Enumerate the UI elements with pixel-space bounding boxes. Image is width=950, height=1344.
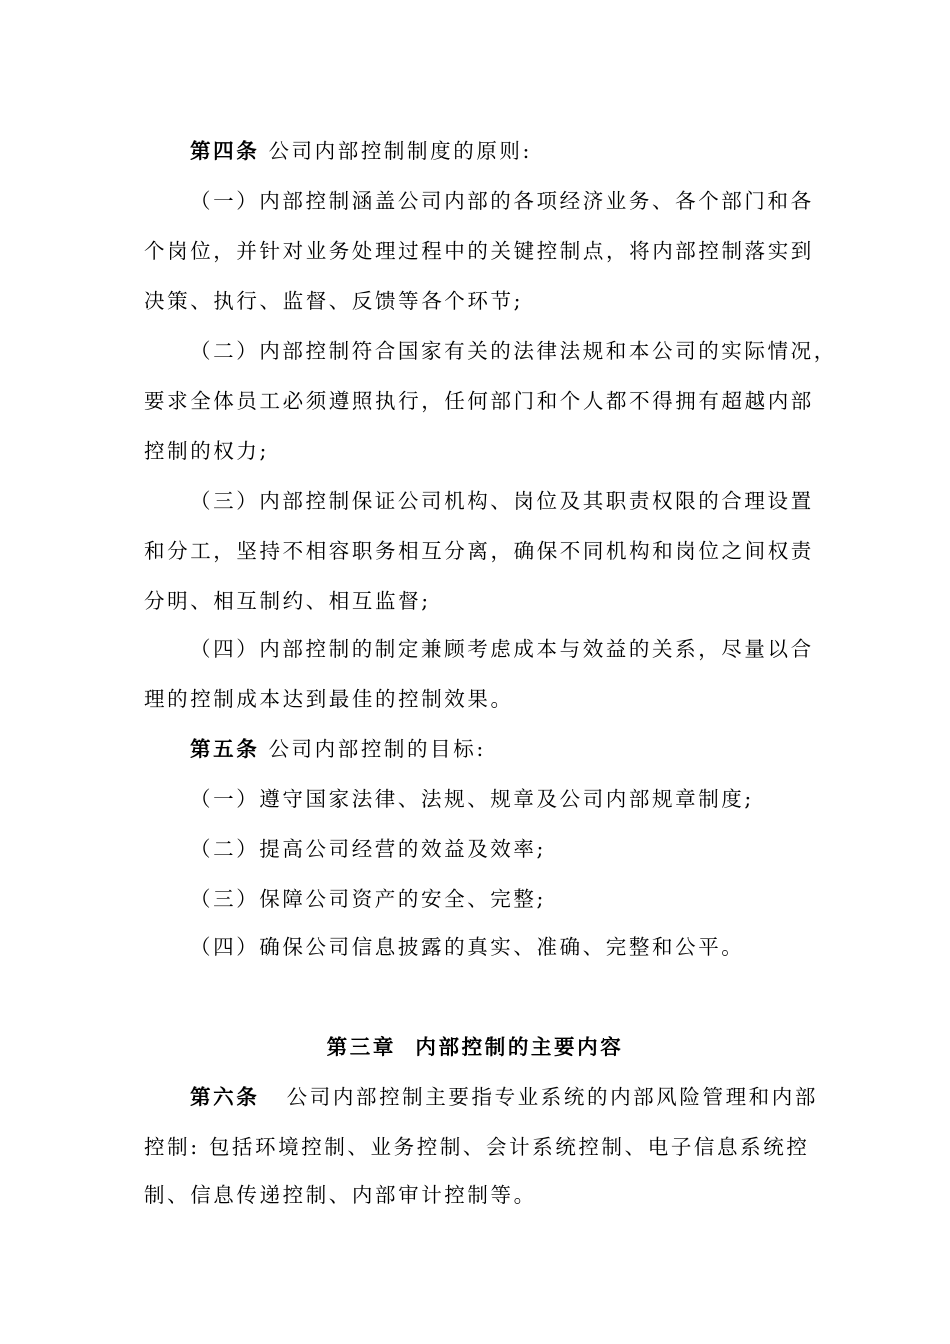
article-6-text: 公司内部控制主要指专业系统的内部风险管理和内部 xyxy=(286,1085,818,1109)
list-item: （一）遵守国家法律、法规、规章及公司内部规章制度; xyxy=(190,787,754,811)
paragraph-line: 控制的权力; xyxy=(144,439,270,463)
article-6-heading-line xyxy=(190,1082,860,1112)
article-5-intro: 公司内部控制的目标: xyxy=(268,737,486,761)
paragraph-line: 要求全体员工必须遵照执行，任何部门和个人都不得拥有超越内部 xyxy=(144,389,814,413)
paragraph-line: （四）内部控制的制定兼顾考虑成本与效益的关系，尽量以合 xyxy=(190,637,814,661)
paragraph-line: 决策、执行、监督、反馈等各个环节; xyxy=(144,289,524,313)
paragraph-line: （一）内部控制涵盖公司内部的各项经济业务、各个部门和各 xyxy=(190,189,814,213)
paragraph-line: 和分工，坚持不相容职务相互分离，确保不同机构和岗位之间权责 xyxy=(144,539,814,563)
list-item: （四）确保公司信息披露的真实、准确、完整和公平。 xyxy=(190,935,745,959)
article-4-heading-line xyxy=(190,136,860,166)
paragraph-line: 控制: 包括环境控制、业务控制、会计系统控制、电子信息系统控 xyxy=(144,1135,810,1159)
paragraph-line: 理的控制成本达到最佳的控制效果。 xyxy=(144,687,514,711)
chapter-title: 第三章 内部控制的主要内容 xyxy=(326,1035,624,1059)
list-item: （二）提高公司经营的效益及效率; xyxy=(190,837,547,861)
article-4-label: 第四条 xyxy=(190,139,260,163)
paragraph-line: （二）内部控制符合国家有关的法律法规和本公司的实际情况， xyxy=(190,339,837,363)
paragraph-line: 分明、相互制约、相互监督; xyxy=(144,589,431,613)
article-5-label: 第五条 xyxy=(190,737,260,761)
list-item: （三）保障公司资产的安全、完整; xyxy=(190,887,547,911)
paragraph-line: （三）内部控制保证公司机构、岗位及其职责权限的合理设置 xyxy=(190,489,814,513)
article-4-intro: 公司内部控制制度的原则: xyxy=(268,139,533,163)
article-5-heading-line xyxy=(190,734,860,764)
paragraph-line: 个岗位，并针对业务处理过程中的关键控制点，将内部控制落实到 xyxy=(144,239,814,263)
article-6-label: 第六条 xyxy=(190,1085,260,1109)
paragraph-line: 制、信息传递控制、内部审计控制等。 xyxy=(144,1183,537,1207)
